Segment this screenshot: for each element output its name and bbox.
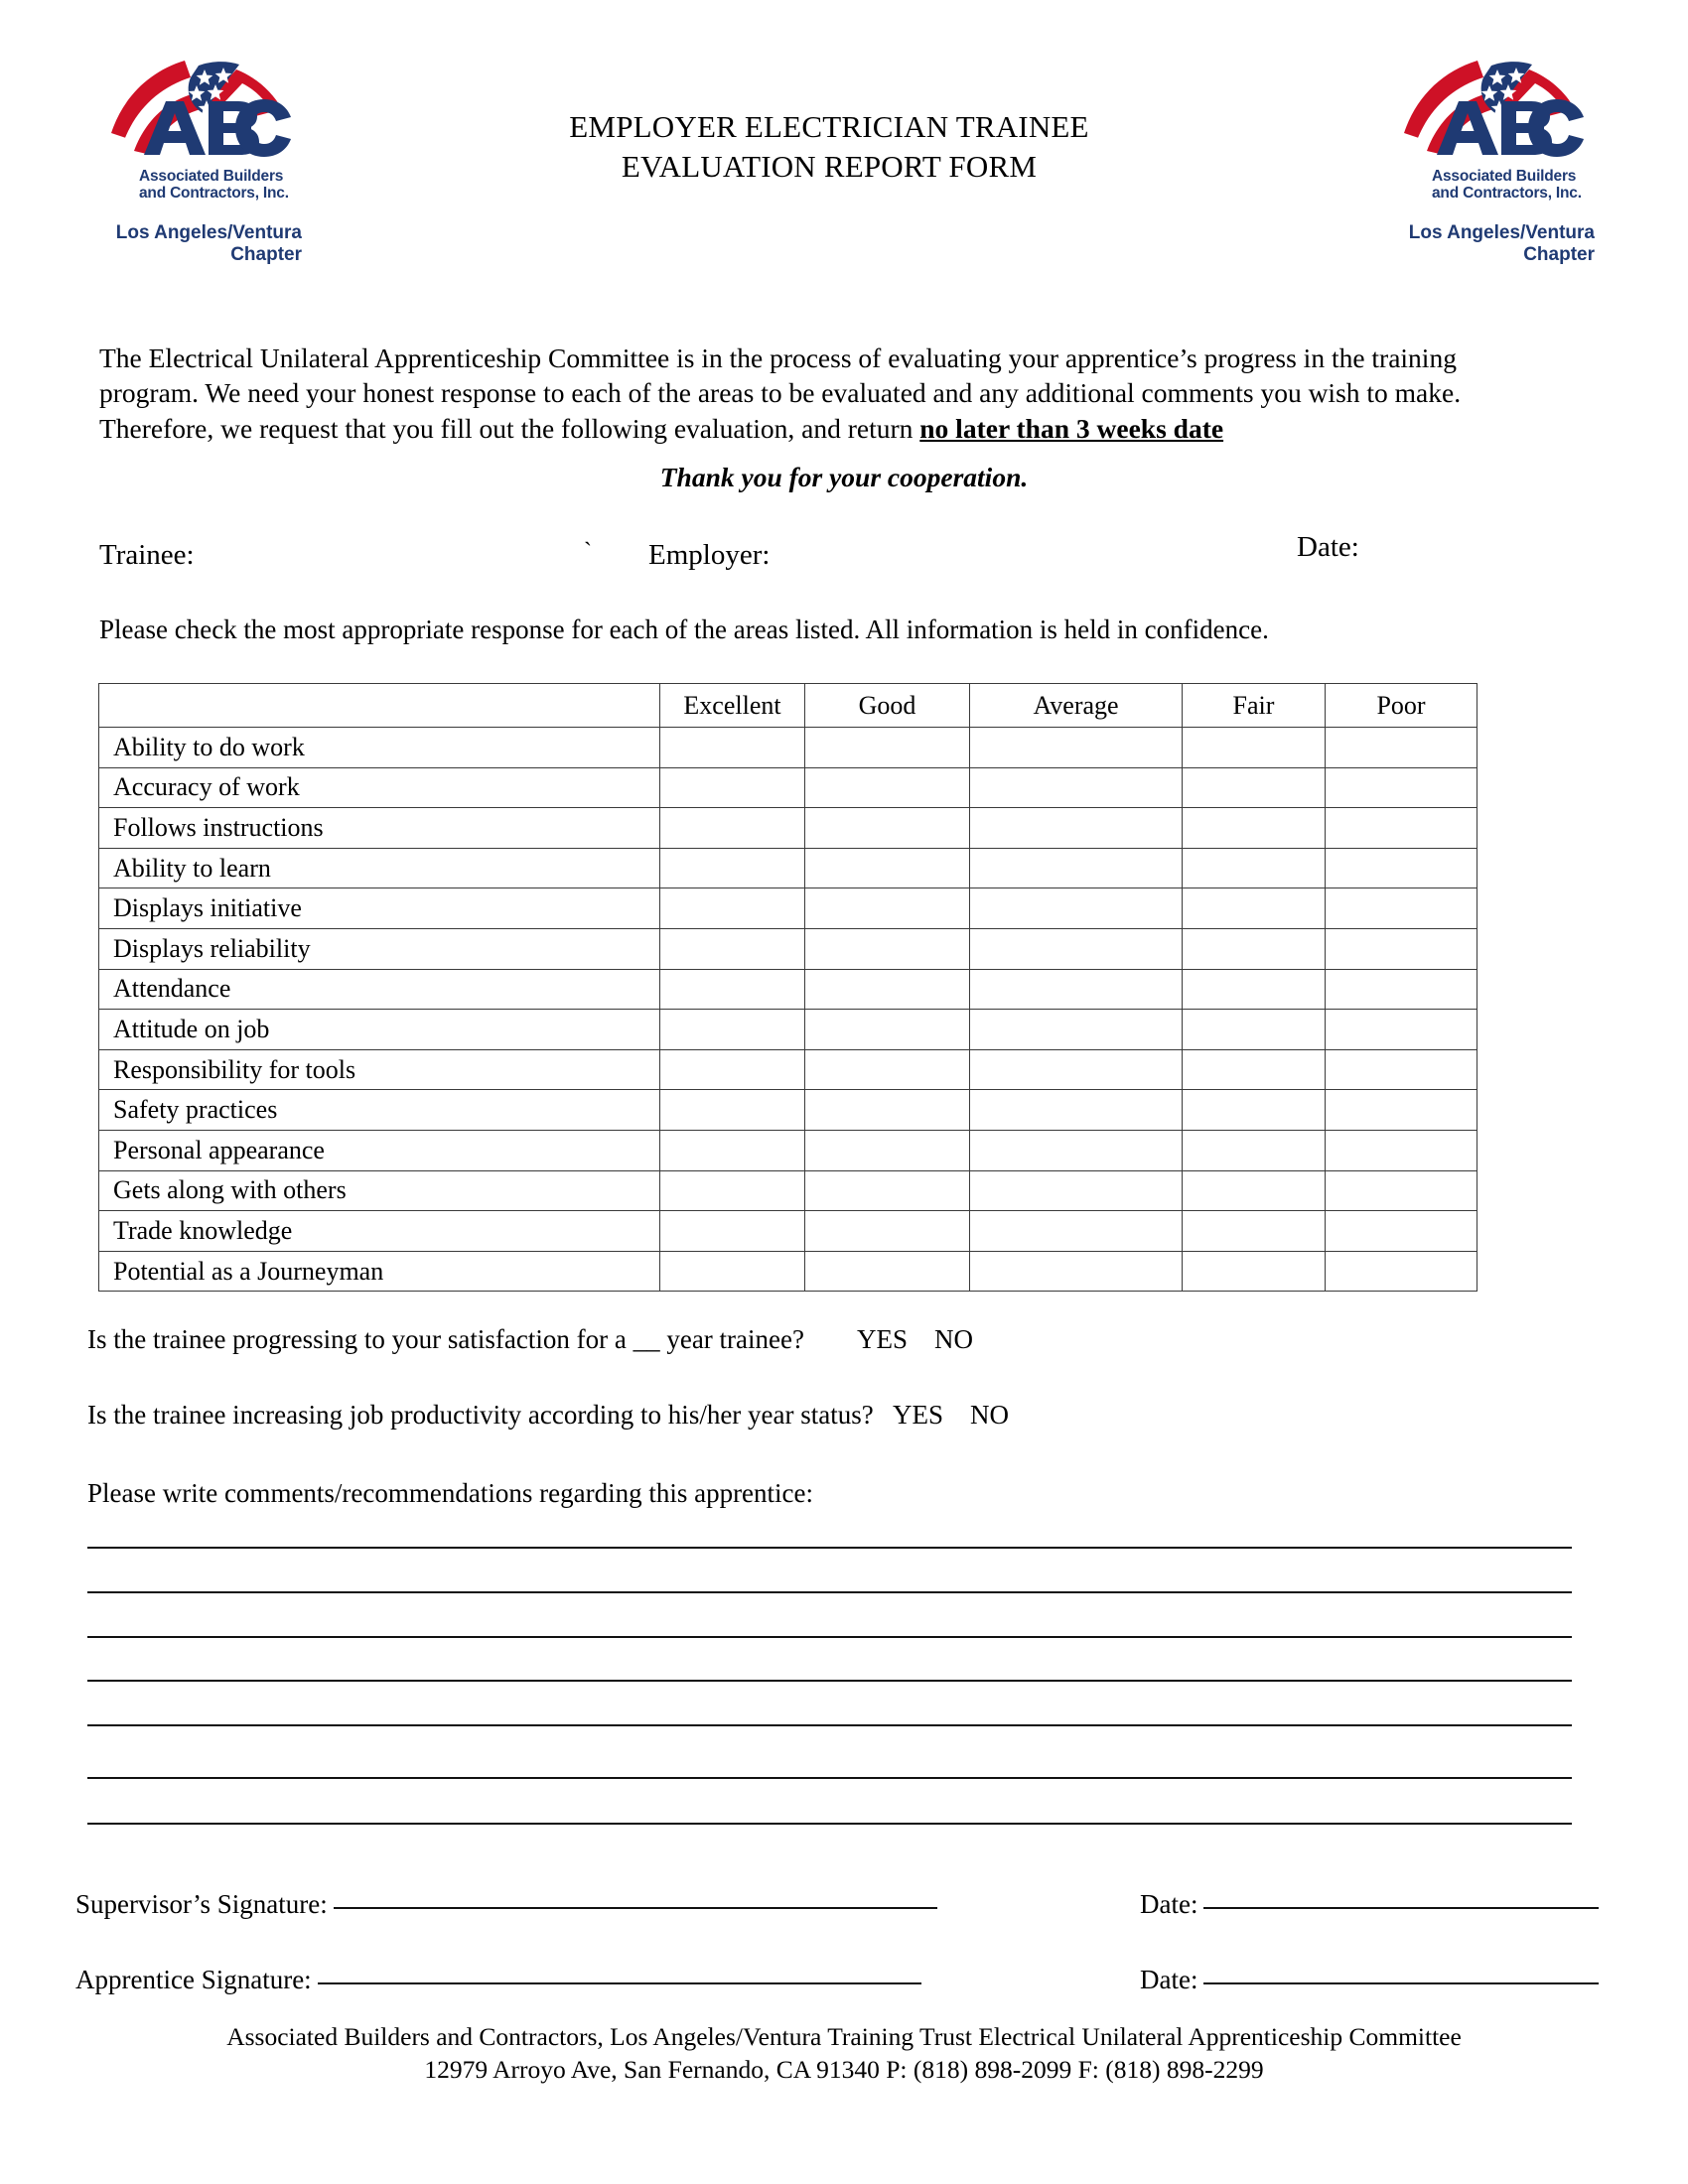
- table-row: [99, 1010, 1477, 1050]
- abc-org-line1: Associated Builders: [1432, 168, 1577, 185]
- row-label: Ability to learn: [99, 848, 660, 888]
- rating-cell-average[interactable]: [970, 1010, 1183, 1050]
- apprentice-date-rule[interactable]: [1203, 1982, 1599, 1984]
- abc-logo-right: [1370, 48, 1599, 266]
- supervisor-date-field: [1140, 1889, 1599, 1920]
- rating-cell-fair[interactable]: [1183, 928, 1326, 969]
- rating-cell-fair[interactable]: [1183, 1251, 1326, 1292]
- page-title-line1: EMPLOYER ELECTRICIAN TRAINEE: [569, 109, 1089, 144]
- column-header-fair: Fair: [1183, 684, 1326, 728]
- rating-cell-excellent[interactable]: [660, 848, 805, 888]
- rating-cell-good[interactable]: [805, 808, 970, 849]
- row-label: Gets along with others: [99, 1170, 660, 1211]
- abc-chapter-line2: Chapter: [1523, 243, 1595, 265]
- table-row: [99, 1251, 1477, 1292]
- rating-cell-poor[interactable]: [1326, 767, 1477, 808]
- rating-cell-fair[interactable]: [1183, 1170, 1326, 1211]
- rating-cell-poor[interactable]: [1326, 848, 1477, 888]
- table-row: [99, 848, 1477, 888]
- rating-cell-good[interactable]: [805, 1090, 970, 1131]
- rating-cell-excellent[interactable]: [660, 1049, 805, 1090]
- column-header-excellent: Excellent: [660, 684, 805, 728]
- rating-cell-good[interactable]: [805, 928, 970, 969]
- rating-cell-poor[interactable]: [1326, 728, 1477, 768]
- rating-cell-poor[interactable]: [1326, 1211, 1477, 1252]
- rating-cell-poor[interactable]: [1326, 1049, 1477, 1090]
- rating-cell-fair[interactable]: [1183, 1010, 1326, 1050]
- rating-cell-average[interactable]: [970, 767, 1183, 808]
- rating-cell-poor[interactable]: [1326, 1170, 1477, 1211]
- table-row: [99, 928, 1477, 969]
- rating-cell-excellent[interactable]: [660, 1211, 805, 1252]
- rating-cell-fair[interactable]: [1183, 1130, 1326, 1170]
- rating-table-body: [99, 728, 1477, 1292]
- supervisor-signature-label: Supervisor’s Signature:: [75, 1889, 328, 1919]
- question-productivity-yes[interactable]: YES: [893, 1400, 944, 1430]
- row-label: Safety practices: [99, 1090, 660, 1131]
- intro-paragraph: [99, 341, 1559, 447]
- rating-table: [98, 683, 1477, 1292]
- apprentice-signature-label: Apprentice Signature:: [75, 1965, 312, 1994]
- table-row: [99, 888, 1477, 929]
- question-productivity-no[interactable]: NO: [970, 1400, 1010, 1430]
- rating-cell-average[interactable]: [970, 1049, 1183, 1090]
- rating-cell-excellent[interactable]: [660, 888, 805, 929]
- rating-cell-excellent[interactable]: [660, 1010, 805, 1050]
- rating-cell-average[interactable]: [970, 808, 1183, 849]
- rating-cell-poor[interactable]: [1326, 1130, 1477, 1170]
- rating-cell-fair[interactable]: [1183, 1090, 1326, 1131]
- comment-line[interactable]: [87, 1724, 1572, 1726]
- rating-cell-excellent[interactable]: [660, 1130, 805, 1170]
- comment-line[interactable]: [87, 1823, 1572, 1825]
- page-title: [437, 107, 1221, 186]
- table-row: [99, 1049, 1477, 1090]
- supervisor-signature-rule[interactable]: [334, 1907, 937, 1909]
- instruction-text: Please check the most appropriate response for each of the areas listed. All information is held in confidence.: [99, 614, 1269, 644]
- comment-line[interactable]: [87, 1591, 1572, 1593]
- abc-chapter-line1: Los Angeles/Ventura: [115, 221, 302, 243]
- question-progress: [87, 1324, 973, 1355]
- row-label: Responsibility for tools: [99, 1049, 660, 1090]
- rating-cell-average[interactable]: [970, 1130, 1183, 1170]
- rating-cell-fair[interactable]: [1183, 888, 1326, 929]
- rating-cell-poor[interactable]: [1326, 928, 1477, 969]
- employer-label: Employer:: [648, 539, 771, 571]
- rating-cell-average[interactable]: [970, 1251, 1183, 1292]
- rating-cell-good[interactable]: [805, 1049, 970, 1090]
- row-label: Trade knowledge: [99, 1211, 660, 1252]
- abc-org-line2: and Contractors, Inc.: [1432, 185, 1582, 203]
- row-label: Displays initiative: [99, 888, 660, 929]
- rating-cell-fair[interactable]: [1183, 728, 1326, 768]
- row-label: Accuracy of work: [99, 767, 660, 808]
- table-row: [99, 1211, 1477, 1252]
- row-label: Attitude on job: [99, 1010, 660, 1050]
- rating-cell-fair[interactable]: [1183, 808, 1326, 849]
- rating-cell-good[interactable]: [805, 767, 970, 808]
- row-label: Ability to do work: [99, 728, 660, 768]
- question-progress-yes[interactable]: YES: [856, 1324, 908, 1354]
- abc-logo-icon: [87, 48, 296, 167]
- abc-org-line2: and Contractors, Inc.: [139, 185, 289, 203]
- rating-cell-poor[interactable]: [1326, 969, 1477, 1010]
- footer-line1: Associated Builders and Contractors, Los Angeles/Ventura Training Trust Electrical Unilateral Apprenticeship Committee: [226, 2022, 1462, 2051]
- apprentice-date-field: [1140, 1965, 1599, 1995]
- rating-cell-average[interactable]: [970, 1211, 1183, 1252]
- question-productivity-text: Is the trainee increasing job productivity according to his/her year status?: [87, 1400, 874, 1430]
- rating-cell-average[interactable]: [970, 1170, 1183, 1211]
- abc-chapter-line1: Los Angeles/Ventura: [1408, 221, 1595, 243]
- rating-cell-excellent[interactable]: [660, 808, 805, 849]
- table-corner-header: [99, 684, 660, 728]
- rating-cell-fair[interactable]: [1183, 848, 1326, 888]
- page-footer: [0, 2020, 1688, 2086]
- row-label: Follows instructions: [99, 808, 660, 849]
- rating-cell-fair[interactable]: [1183, 767, 1326, 808]
- rating-cell-poor[interactable]: [1326, 1090, 1477, 1131]
- supervisor-signature-field: [75, 1889, 937, 1920]
- page-title-line2: EVALUATION REPORT FORM: [621, 148, 1038, 184]
- abc-chapter-line2: Chapter: [230, 243, 302, 265]
- apprentice-signature-field: [75, 1965, 921, 1995]
- rating-cell-average[interactable]: [970, 888, 1183, 929]
- row-label: Displays reliability: [99, 928, 660, 969]
- rating-cell-poor[interactable]: [1326, 1010, 1477, 1050]
- rating-cell-excellent[interactable]: [660, 1251, 805, 1292]
- column-header-good: Good: [805, 684, 970, 728]
- table-row: [99, 728, 1477, 768]
- footer-line2: 12979 Arroyo Ave, San Fernando, CA 91340 P: (818) 898-2099 F: (818) 898-2299: [424, 2055, 1264, 2085]
- rating-cell-excellent[interactable]: [660, 1170, 805, 1211]
- table-row: [99, 969, 1477, 1010]
- rating-cell-poor[interactable]: [1326, 888, 1477, 929]
- abc-chapter-name: [1370, 222, 1599, 266]
- row-label: Potential as a Journeyman: [99, 1251, 660, 1292]
- table-row: [99, 1130, 1477, 1170]
- abc-org-line1: Associated Builders: [139, 168, 284, 185]
- supervisor-date-label: Date:: [1140, 1889, 1198, 1919]
- rating-cell-good[interactable]: [805, 888, 970, 929]
- row-label: Attendance: [99, 969, 660, 1010]
- rating-cell-good[interactable]: [805, 1251, 970, 1292]
- rating-cell-poor[interactable]: [1326, 808, 1477, 849]
- apprentice-signature-rule[interactable]: [318, 1982, 921, 1984]
- thank-you-line: Thank you for your cooperation.: [659, 462, 1029, 492]
- supervisor-date-rule[interactable]: [1203, 1907, 1599, 1909]
- rating-cell-poor[interactable]: [1326, 1251, 1477, 1292]
- rating-cell-good[interactable]: [805, 1170, 970, 1211]
- rating-cell-good[interactable]: [805, 1211, 970, 1252]
- intro-emphasis: no later than 3 weeks date: [919, 413, 1224, 444]
- comment-line[interactable]: [87, 1547, 1572, 1549]
- question-progress-no[interactable]: NO: [934, 1324, 973, 1354]
- identity-row: [0, 531, 1688, 579]
- apprentice-date-label: Date:: [1140, 1965, 1198, 1994]
- table-row: [99, 808, 1477, 849]
- rating-cell-good[interactable]: [805, 728, 970, 768]
- rating-cell-average[interactable]: [970, 969, 1183, 1010]
- rating-cell-excellent[interactable]: [660, 728, 805, 768]
- abc-org-name: [1370, 168, 1599, 203]
- rating-cell-average[interactable]: [970, 1090, 1183, 1131]
- rating-cell-average[interactable]: [970, 728, 1183, 768]
- abc-chapter-name: [77, 222, 306, 266]
- question-productivity: [87, 1400, 1009, 1431]
- table-row: [99, 1170, 1477, 1211]
- trainee-label: Trainee:: [99, 539, 195, 571]
- comment-line[interactable]: [87, 1636, 1572, 1638]
- date-label: Date:: [1297, 531, 1359, 563]
- column-header-average: Average: [970, 684, 1183, 728]
- table-row: [99, 767, 1477, 808]
- table-row: [99, 1090, 1477, 1131]
- rating-cell-good[interactable]: [805, 1130, 970, 1170]
- rating-cell-good[interactable]: [805, 1010, 970, 1050]
- question-progress-text: Is the trainee progressing to your satisfaction for a __ year trainee?: [87, 1324, 804, 1354]
- tick-mark: `: [584, 539, 592, 565]
- rating-cell-average[interactable]: [970, 848, 1183, 888]
- rating-cell-excellent[interactable]: [660, 928, 805, 969]
- abc-logo-left: [77, 48, 306, 266]
- rating-cell-good[interactable]: [805, 969, 970, 1010]
- rating-cell-fair[interactable]: [1183, 1049, 1326, 1090]
- rating-cell-fair[interactable]: [1183, 969, 1326, 1010]
- abc-org-name: [77, 168, 306, 203]
- rating-cell-fair[interactable]: [1183, 1211, 1326, 1252]
- rating-cell-excellent[interactable]: [660, 1090, 805, 1131]
- comment-line[interactable]: [87, 1777, 1572, 1779]
- row-label: Personal appearance: [99, 1130, 660, 1170]
- column-header-poor: Poor: [1326, 684, 1477, 728]
- rating-cell-good[interactable]: [805, 848, 970, 888]
- comments-prompt: Please write comments/recommendations regarding this apprentice:: [87, 1478, 814, 1508]
- comment-line[interactable]: [87, 1680, 1572, 1682]
- form-header: [0, 0, 1688, 288]
- abc-logo-icon: [1380, 48, 1589, 167]
- intro-text: The Electrical Unilateral Apprenticeship Committee is in the process of evaluating your apprentice’s progress in the training program. We need your honest response to each of the areas to be evaluated and any additional comments you wish to make. Therefore, we request that you fill out the following evaluation, and return: [99, 341, 1462, 444]
- rating-cell-excellent[interactable]: [660, 969, 805, 1010]
- rating-cell-excellent[interactable]: [660, 767, 805, 808]
- table-header-row: [99, 684, 1477, 728]
- rating-cell-average[interactable]: [970, 928, 1183, 969]
